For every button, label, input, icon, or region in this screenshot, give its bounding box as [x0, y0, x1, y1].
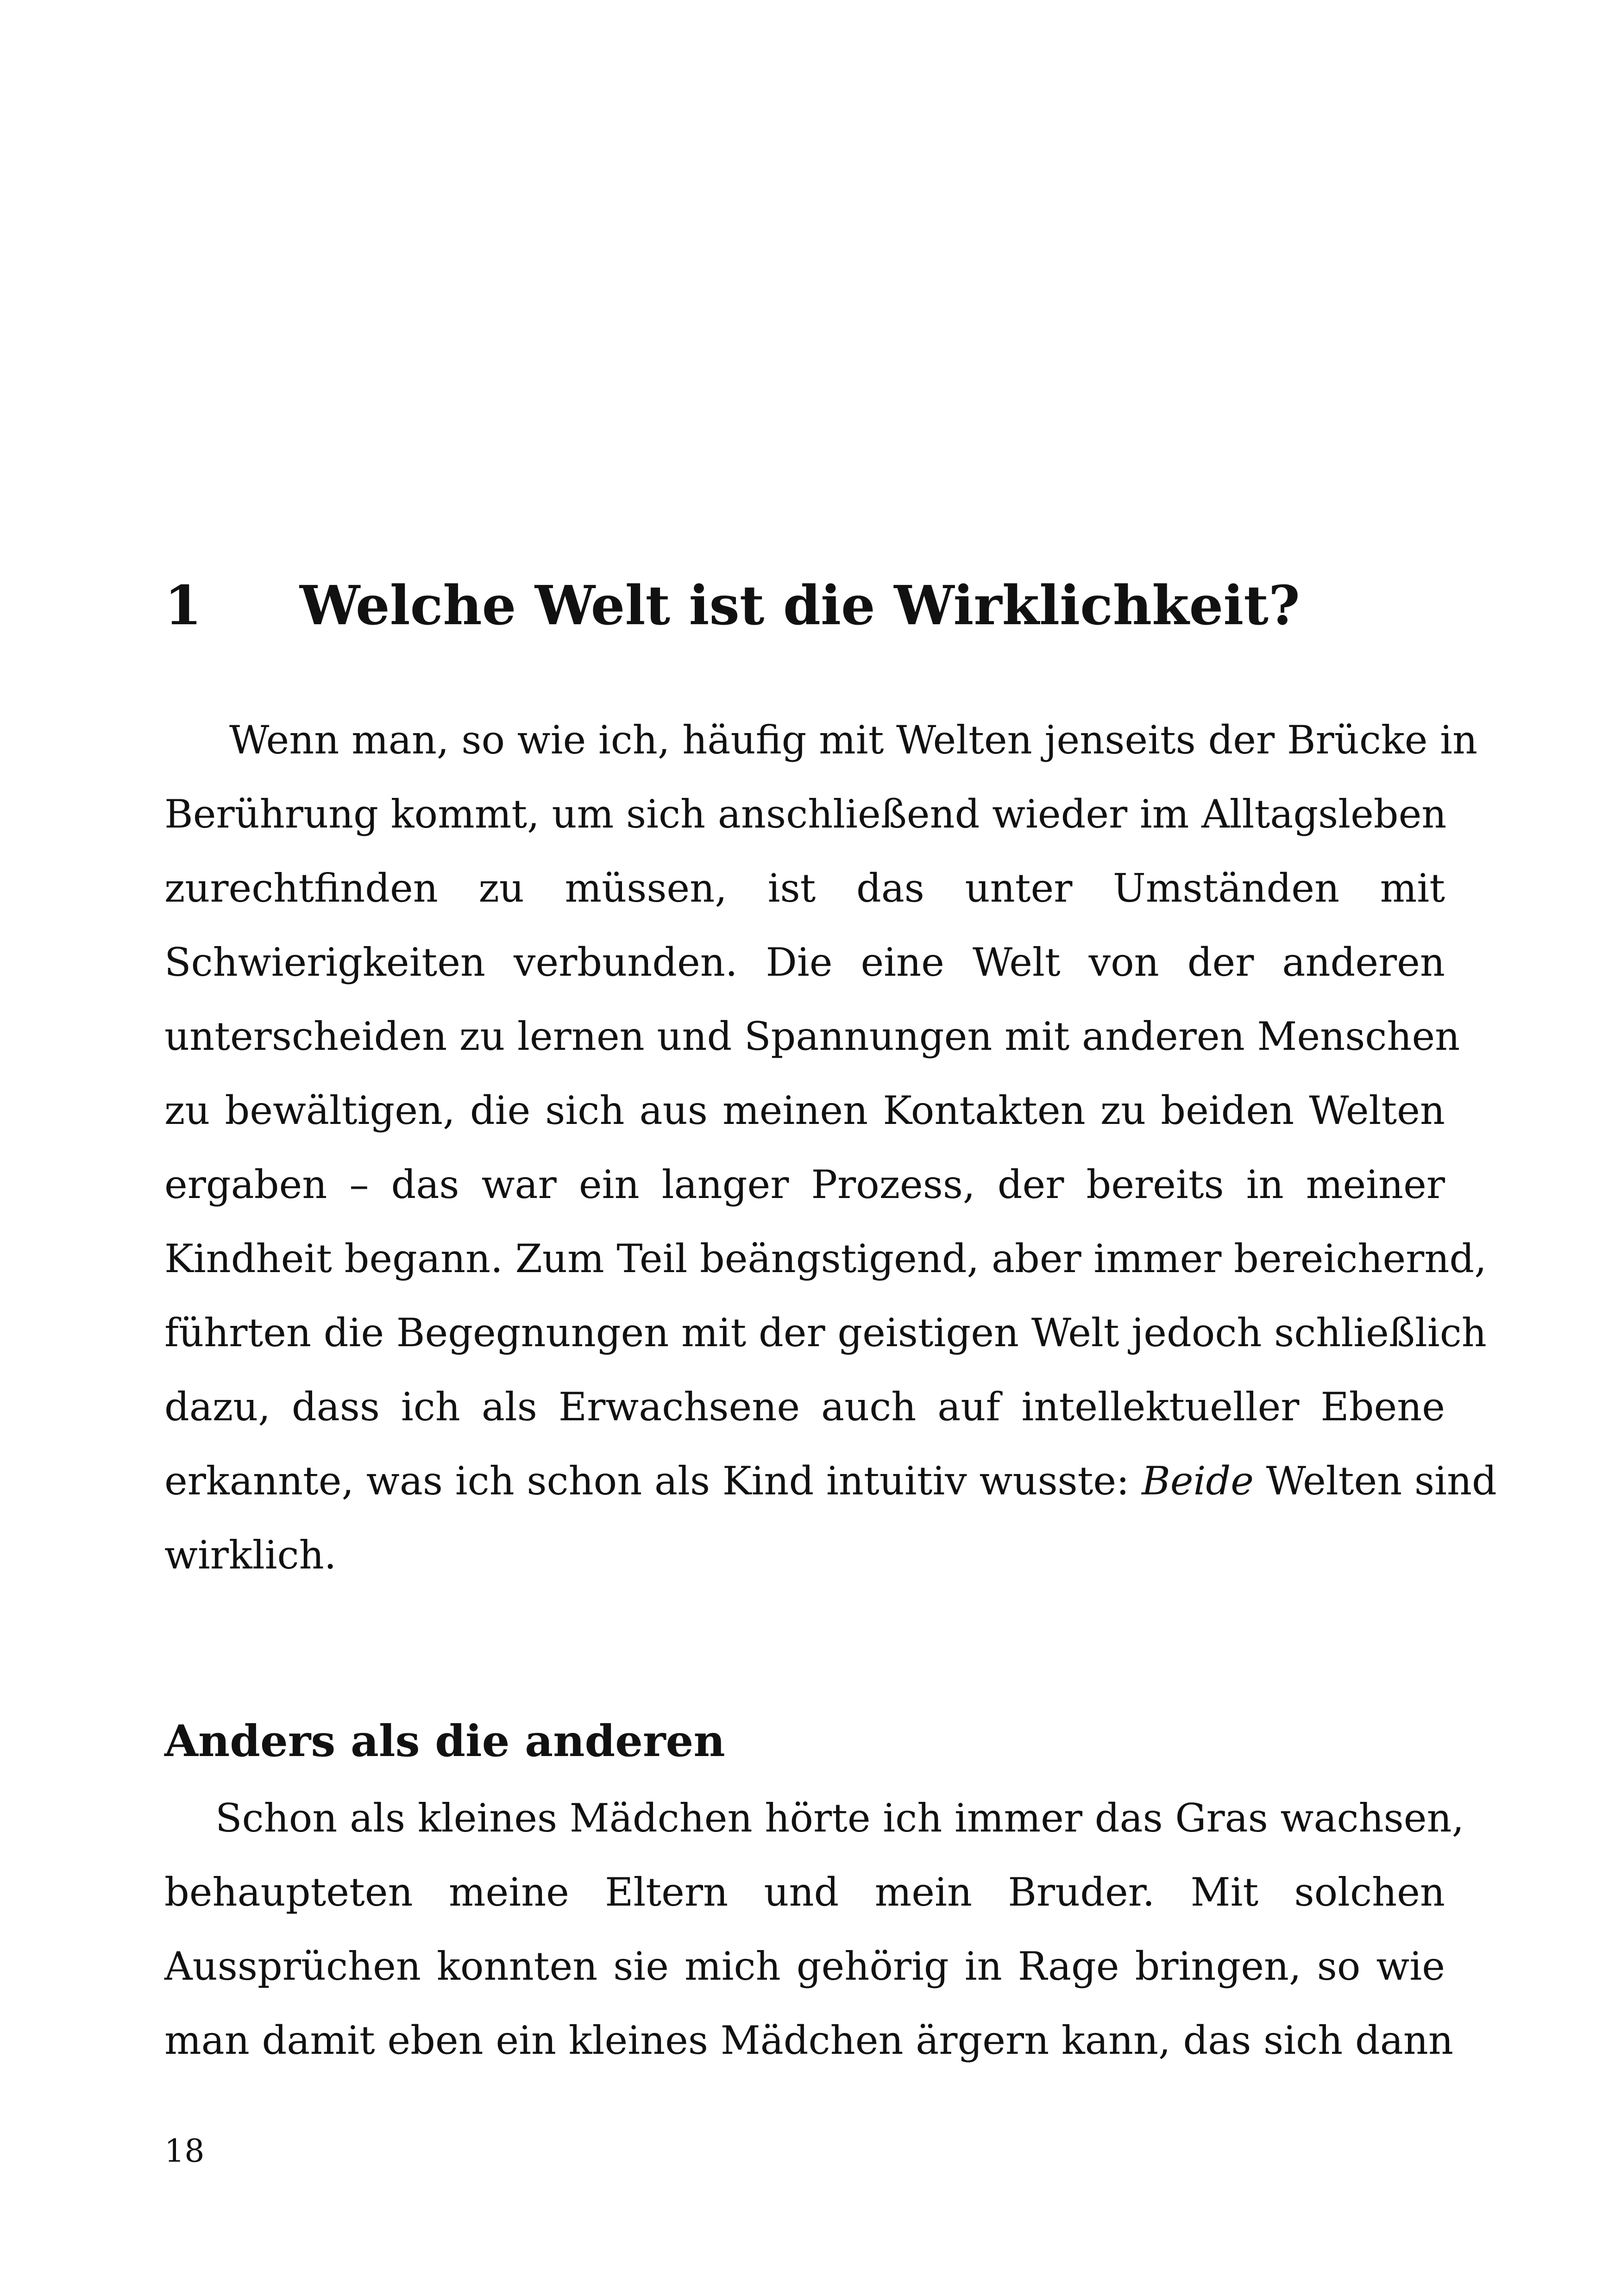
text-line: Kindheit begann. Zum Teil beängstigend, aber immer bereichernd,: [164, 1236, 1487, 1281]
text-segment: erkannte, was ich schon als Kind intuitiv wusste:: [164, 1458, 1142, 1504]
text-line: zurechtfinden zu müssen, ist das unter Umständen mit: [164, 866, 1445, 911]
text-line: man damit eben ein kleines Mädchen ärgern kann, das sich dann: [164, 2018, 1453, 2063]
paragraph-section: [164, 1781, 1464, 2077]
text-line: Aussprüchen konnten sie mich gehörig in Rage bringen, so wie: [164, 1944, 1445, 1989]
text-segment: Welten sind: [1253, 1458, 1497, 1504]
chapter-title: Welche Welt ist die Wirklichkeit?: [300, 574, 1300, 637]
text-line: Schon als kleines Mädchen hörte ich immer das Gras wachsen,: [215, 1795, 1464, 1841]
text-line: Berührung kommt, um sich anschließend wieder im Alltagsleben: [164, 791, 1447, 837]
text-line: zu bewältigen, die sich aus meinen Kontakten zu beiden Welten: [164, 1088, 1445, 1133]
text-line: Wenn man, so wie ich, häufig mit Welten jenseits der Brücke in: [229, 717, 1478, 763]
paragraph-intro: [164, 703, 1497, 1592]
chapter-number: 1: [164, 574, 202, 637]
page-number: 18: [164, 2133, 205, 2170]
text-line: dazu, dass ich als Erwachsene auch auf intellektueller Ebene: [164, 1384, 1445, 1430]
text-line: [164, 1444, 1497, 1518]
text-line: unterscheiden zu lernen und Spannungen mit anderen Menschen: [164, 1014, 1460, 1059]
emphasized-word: Beide: [1142, 1458, 1254, 1504]
text-line: führten die Begegnungen mit der geistigen Welt jedoch schließlich: [164, 1310, 1487, 1355]
section-heading: Anders als die anderen: [164, 1716, 725, 1767]
chapter-heading: [164, 559, 1461, 652]
text-line: wirklich.: [164, 1532, 337, 1578]
text-line: ergaben – das war ein langer Prozess, der bereits in meiner: [164, 1162, 1445, 1207]
text-line: Schwierigkeiten verbunden. Die eine Welt von der anderen: [164, 940, 1445, 985]
text-line: behaupteten meine Eltern und mein Bruder. Mit solchen: [164, 1869, 1445, 1915]
